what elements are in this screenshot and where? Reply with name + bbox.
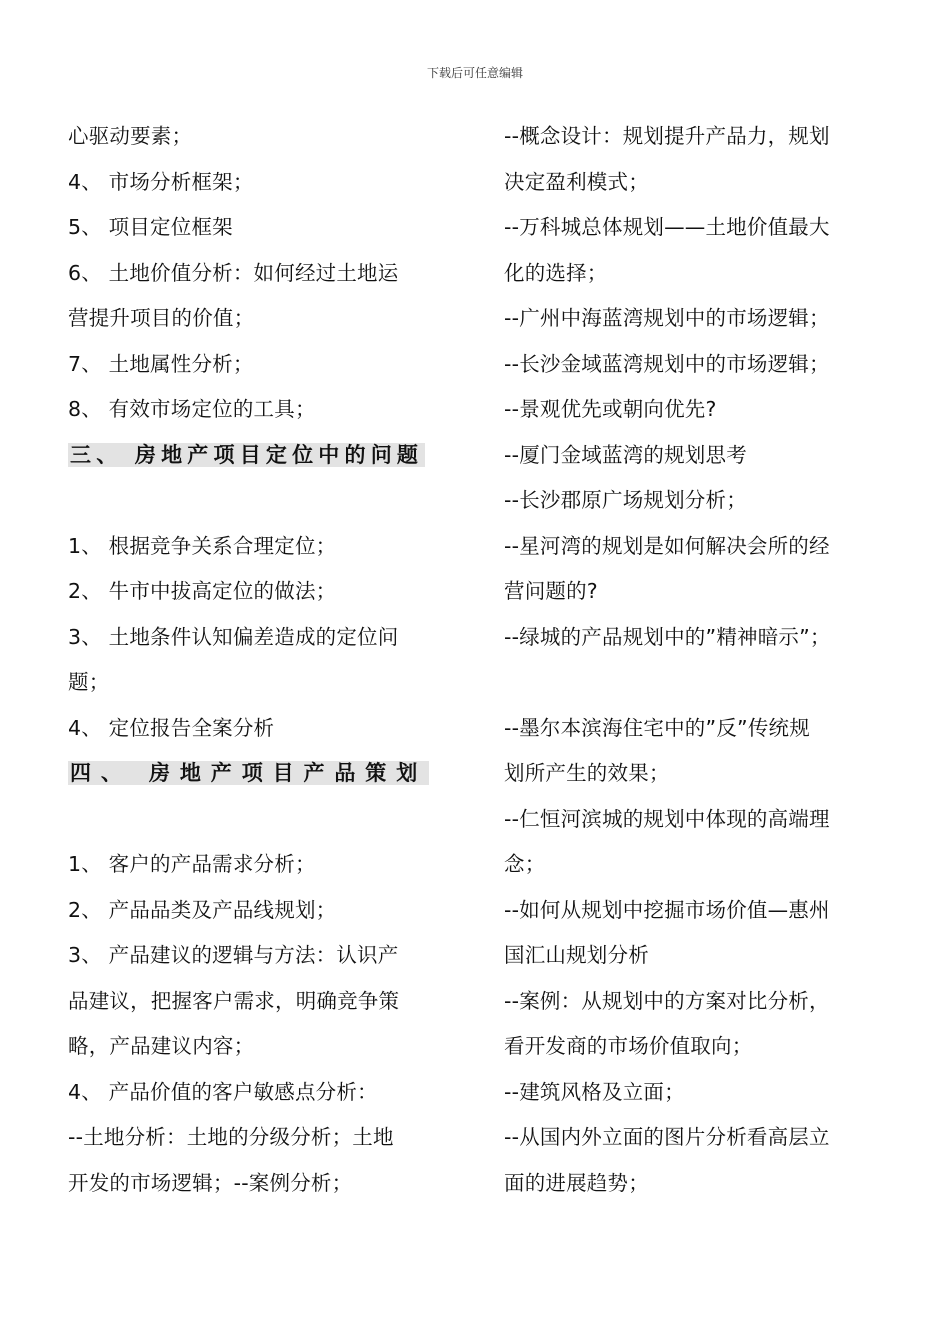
left-text-line: 1、 根据竞争关系合理定位；: [68, 533, 337, 558]
right-text-line: --绿城的产品规划中的”精神暗示”；: [504, 624, 831, 649]
right-text-line: --墨尔本滨海住宅中的”反”传统规: [504, 715, 810, 740]
right-text-line: --从国内外立面的图片分析看高层立: [504, 1125, 830, 1149]
left-text-line: 5、 项目定位框架: [68, 215, 233, 239]
right-text-line: 营问题的?: [504, 579, 598, 603]
left-text-line: 营提升项目的价值；: [68, 306, 255, 330]
left-text-line: 6、 土地价值分析：如何经过土地运: [68, 260, 399, 285]
right-text-line: --如何从规划中挖掘市场价值—惠州: [504, 897, 830, 922]
left-text-line: 7、 土地属性分析；: [68, 351, 254, 376]
left-column: [68, 114, 458, 1206]
right-text-line: --万科城总体规划——土地价值最大: [504, 215, 830, 239]
right-text-line: --广州中海蓝湾规划中的市场逻辑；: [504, 306, 830, 330]
left-text-line: 开发的市场逻辑；--案例分析；: [68, 1170, 353, 1195]
left-text-line: 略，产品建议内容；: [68, 1034, 255, 1058]
left-text-line: 题；: [68, 670, 110, 694]
right-text-line: 划所产生的效果；: [504, 761, 670, 785]
blank-line: [68, 797, 458, 843]
blank-line: [68, 478, 458, 524]
right-text-line: 面的进展趋势；: [504, 1170, 649, 1195]
section-heading: [68, 433, 458, 479]
blank-line: [504, 660, 904, 706]
right-text-line: 念；: [504, 852, 546, 876]
section-heading-text: 三、 房地产项目定位中的问题: [70, 442, 424, 467]
left-text-line: 品建议，把握客户需求，明确竞争策: [68, 988, 400, 1013]
right-text-line: --建筑风格及立面；: [504, 1079, 685, 1104]
right-text-line: --景观优先或朝向优先?: [504, 397, 717, 421]
right-text-line: --厦门金域蓝湾的规划思考: [504, 442, 747, 467]
right-text-line: 化的选择；: [504, 260, 608, 285]
right-text-line: 国汇山规划分析: [504, 943, 649, 967]
left-text-line: 2、 牛市中拔高定位的做法；: [68, 579, 337, 603]
left-text-line: 3、 产品建议的逻辑与方法：认识产: [68, 943, 399, 967]
right-text-line: --案例：从规划中的方案对比分析，: [504, 988, 830, 1013]
right-text-line: --长沙金域蓝湾规划中的市场逻辑；: [504, 351, 830, 376]
left-text-line: 2、 产品品类及产品线规划；: [68, 897, 337, 922]
page-header: 下载后可任意编辑: [426, 66, 523, 80]
right-text-line: --长沙郡原广场规划分析；: [504, 488, 747, 512]
right-text-line: --概念设计：规划提升产品力，规划: [504, 124, 830, 148]
section-heading: [68, 751, 458, 797]
right-column: [504, 114, 904, 1206]
right-text-line: 看开发商的市场价值取向；: [504, 1034, 753, 1058]
left-text-line: 4、 定位报告全案分析: [68, 715, 275, 740]
right-text-line: --仁恒河滨城的规划中体现的高端理: [504, 806, 830, 831]
left-text-line: 4、 市场分析框架；: [68, 169, 254, 194]
left-text-line: --土地分析：土地的分级分析；土地: [68, 1125, 394, 1149]
left-text-line: 3、 土地条件认知偏差造成的定位问: [68, 624, 399, 649]
left-text-line: 4、 产品价值的客户敏感点分析：: [68, 1079, 378, 1104]
left-text-line: 1、 客户的产品需求分析；: [68, 852, 316, 876]
left-text-line: 8、 有效市场定位的工具；: [68, 397, 316, 421]
right-text-line: 决定盈利模式；: [504, 169, 649, 194]
left-text-line: 心驱动要素；: [68, 124, 193, 148]
section-heading-text: 四、 房地产项目产品策划: [70, 761, 428, 785]
right-text-line: --星河湾的规划是如何解决会所的经: [504, 533, 830, 558]
